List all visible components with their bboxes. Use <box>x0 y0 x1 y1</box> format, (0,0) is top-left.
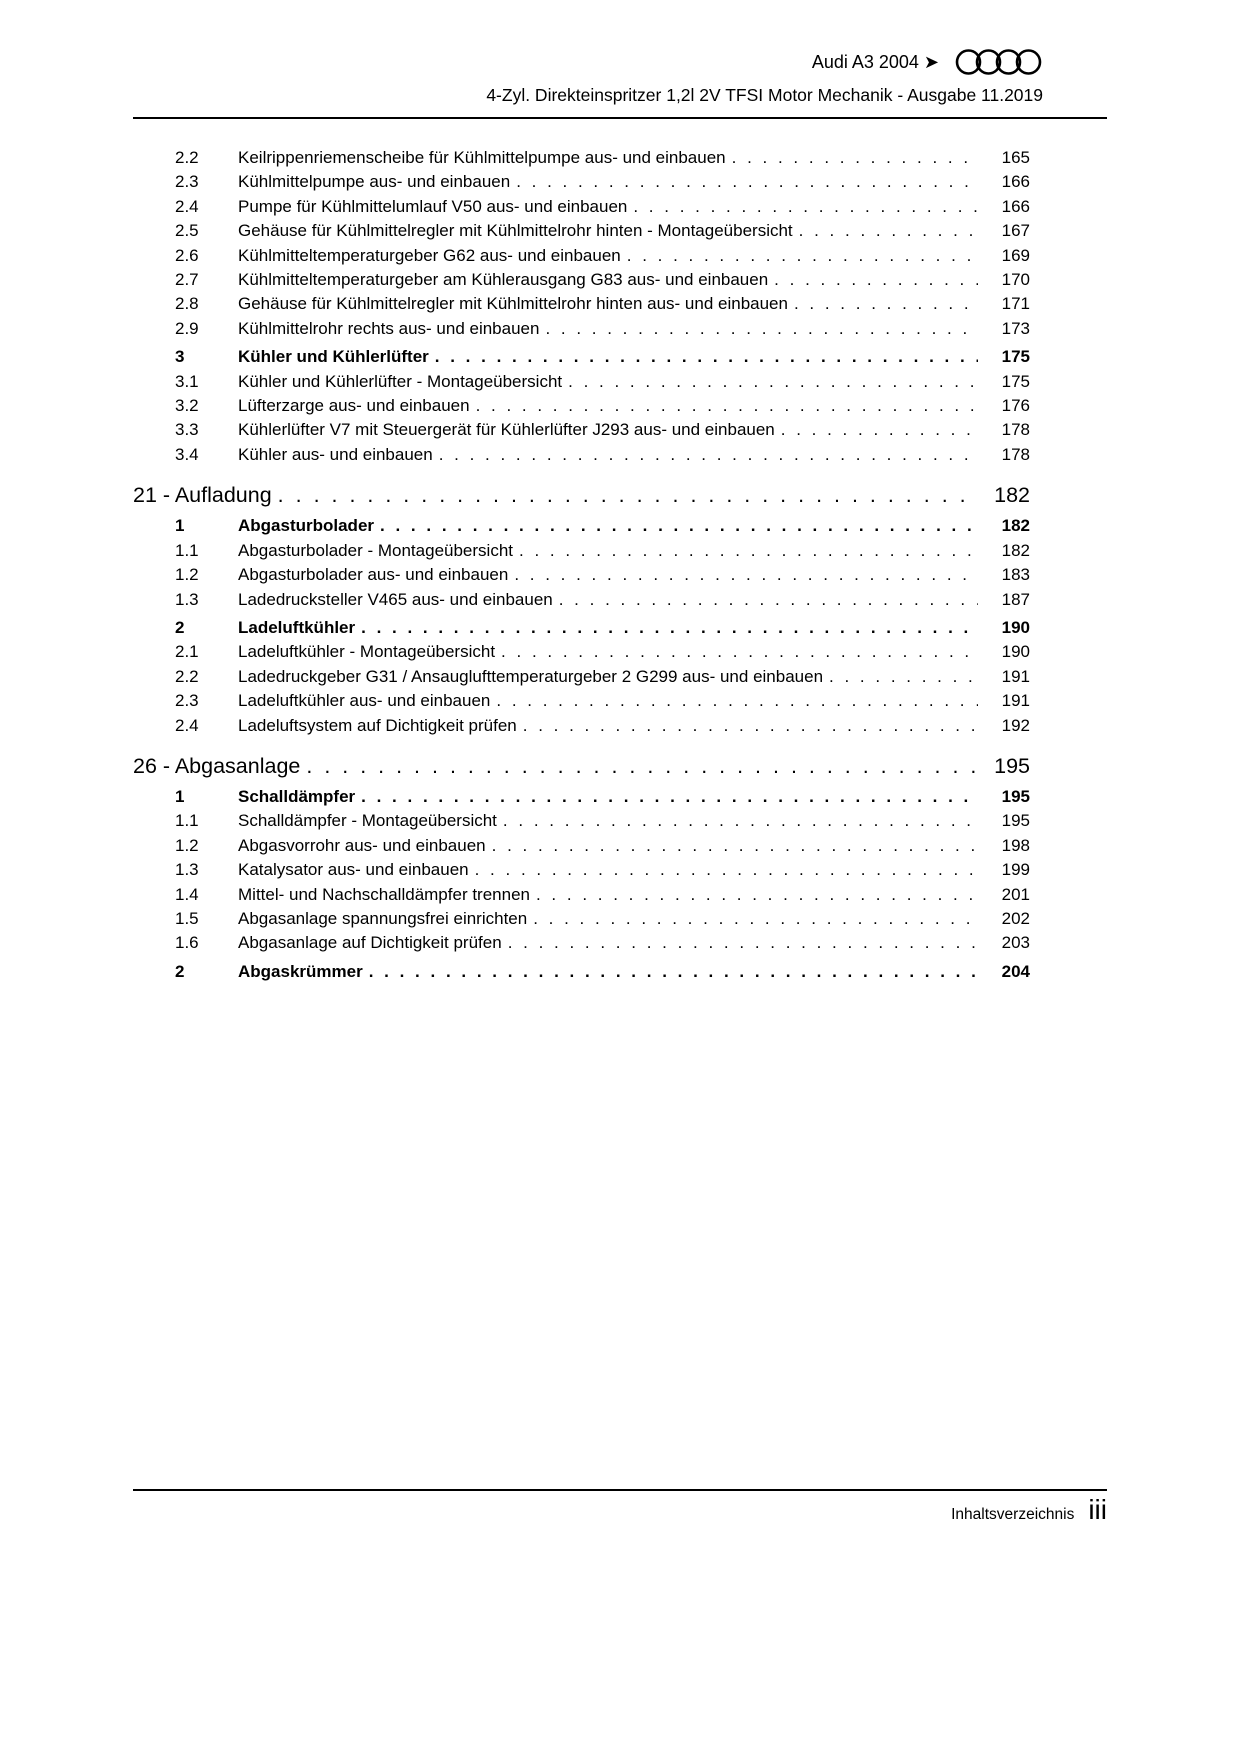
toc-leader-dots <box>568 370 978 394</box>
toc-entry-number: 2.3 <box>175 172 199 192</box>
toc-entry-number: 2.3 <box>175 691 199 711</box>
toc-entry-page: 182 <box>994 483 1030 508</box>
toc-entry-page: 183 <box>1001 565 1030 585</box>
toc-entry-number: 2.9 <box>175 318 199 338</box>
toc-entry-title: Ladeluftsystem auf Dichtigkeit prüfen <box>238 715 517 735</box>
toc-entry-title: Mittel- und Nachschalldämpfer trennen <box>238 884 530 904</box>
toc-leader-dots <box>514 563 978 587</box>
toc-leader-dots <box>523 714 978 738</box>
toc-entry-number: 3 <box>175 347 185 367</box>
toc-entry-number: 2 <box>175 961 185 981</box>
toc-row <box>133 883 1107 907</box>
toc-entry-number: 2.2 <box>175 666 199 686</box>
toc-leader-dots <box>361 785 978 809</box>
toc-row <box>133 170 1107 194</box>
toc-leader-dots <box>794 292 978 316</box>
header-subtitle: 4-Zyl. Direkteinspritzer 1,2l 2V TFSI Motor Mechanik - Ausgabe 11.2019 <box>486 85 1043 105</box>
toc-row <box>133 539 1107 563</box>
toc-entry-number: 1.2 <box>175 565 199 585</box>
toc-entry-number: 1.2 <box>175 835 199 855</box>
toc-row <box>133 418 1107 442</box>
toc-entry-title: Lüfterzarge aus- und einbauen <box>238 396 470 416</box>
toc-row <box>133 394 1107 418</box>
toc-leader-dots <box>829 665 978 689</box>
toc-row <box>133 785 1107 809</box>
toc-leader-dots <box>435 345 978 369</box>
toc-entry-page: 187 <box>1001 589 1030 609</box>
toc-row <box>133 345 1107 369</box>
toc-leader-dots <box>278 480 978 510</box>
toc-entry-page: 173 <box>1001 318 1030 338</box>
toc-row <box>133 195 1107 219</box>
toc-leader-dots <box>503 809 978 833</box>
toc-row <box>133 665 1107 689</box>
toc-entry-page: 195 <box>994 753 1030 778</box>
toc-entry-title: Ladeluftkühler <box>238 617 356 637</box>
toc-entry-number: 3.3 <box>175 420 199 440</box>
toc-row <box>133 219 1107 243</box>
toc-entry-number: 3.4 <box>175 444 199 464</box>
toc-entry-number: 2.2 <box>175 148 199 167</box>
toc-entry-page: 198 <box>1001 835 1030 855</box>
toc-row <box>133 640 1107 664</box>
toc-leader-dots <box>476 394 978 418</box>
toc-entry-page: 195 <box>1001 811 1030 831</box>
toc-entry-number: 3.1 <box>175 371 199 391</box>
toc-entry-title: 21 - Aufladung <box>133 483 272 508</box>
toc-entry-title: Abgasturbolader aus- und einbauen <box>238 565 509 585</box>
toc-entry-title: Kühlmitteltemperaturgeber G62 aus- und einbauen <box>238 245 621 265</box>
toc-entry-page: 204 <box>1001 961 1030 981</box>
toc-entry-title: Gehäuse für Kühlmittelregler mit Kühlmittelrohr hinten - Montageübersicht <box>238 221 793 241</box>
toc-row <box>133 858 1107 882</box>
toc-entry-title: Gehäuse für Kühlmittelregler mit Kühlmittelrohr hinten aus- und einbauen <box>238 294 788 314</box>
toc-leader-dots <box>306 751 978 781</box>
audi-rings-icon <box>955 46 1043 78</box>
toc-entry-number: 1.3 <box>175 860 199 880</box>
toc-entry-number: 2.4 <box>175 196 199 216</box>
toc-row <box>133 931 1107 955</box>
footer-label: Inhaltsverzeichnis <box>951 1506 1075 1523</box>
toc-leader-dots <box>369 960 978 984</box>
toc-entry-title: Schalldämpfer - Montageübersicht <box>238 811 497 831</box>
toc-entry-number: 1.4 <box>175 884 199 904</box>
toc-leader-dots <box>536 883 978 907</box>
toc-leader-dots <box>492 834 978 858</box>
toc-entry-title: Ladedrucksteller V465 aus- und einbauen <box>238 589 553 609</box>
toc-row <box>133 809 1107 833</box>
toc-entry-page: 201 <box>1001 884 1030 904</box>
toc-row <box>133 907 1107 931</box>
toc-row <box>133 616 1107 640</box>
toc-entry-page: 169 <box>1001 245 1030 265</box>
toc-leader-dots <box>361 616 978 640</box>
toc-row <box>133 514 1107 538</box>
toc-row <box>133 588 1107 612</box>
toc-entry-page: 192 <box>1001 715 1030 735</box>
toc-entry-page: 165 <box>1001 148 1030 167</box>
toc-row <box>133 960 1107 984</box>
toc-entry-number: 1.5 <box>175 908 199 928</box>
toc-entry-page: 191 <box>1001 691 1030 711</box>
toc-row <box>133 317 1107 341</box>
toc-entry-number: 1.1 <box>175 540 199 560</box>
toc-entry-title: Kühlerlüfter V7 mit Steuergerät für Kühlerlüfter J293 aus- und einbauen <box>238 420 775 440</box>
toc-leader-dots <box>533 907 978 931</box>
toc-leader-dots <box>799 219 978 243</box>
header-model-text: Audi A3 2004 ➤ <box>811 51 939 72</box>
toc-entry-number: 2.6 <box>175 245 199 265</box>
toc-row <box>133 714 1107 738</box>
toc-entry-title: Abgasanlage spannungsfrei einrichten <box>238 908 528 928</box>
toc-entry-number: 2 <box>175 617 185 637</box>
toc-leader-dots <box>774 268 978 292</box>
toc-row <box>133 751 1107 781</box>
toc-row <box>133 563 1107 587</box>
toc-leader-dots <box>781 418 978 442</box>
toc-leader-dots <box>475 858 978 882</box>
toc-entry-page: 175 <box>1001 347 1030 367</box>
toc-entry-number: 1.1 <box>175 811 199 831</box>
footer-content <box>133 1491 1107 1524</box>
toc-leader-dots <box>559 588 978 612</box>
toc-row <box>133 370 1107 394</box>
toc-entry-title: Kühler und Kühlerlüfter - Montageübersicht <box>238 371 563 391</box>
toc-row <box>133 292 1107 316</box>
toc-leader-dots <box>439 443 978 467</box>
toc-entry-page: 190 <box>1001 642 1030 662</box>
toc-row <box>133 689 1107 713</box>
toc-row <box>133 443 1107 467</box>
toc-row <box>133 480 1107 510</box>
toc-entry-page: 166 <box>1001 172 1030 192</box>
toc-leader-dots <box>501 640 978 664</box>
toc-entry-title: Katalysator aus- und einbauen <box>238 860 469 880</box>
toc-entry-title: Keilrippenriemenscheibe für Kühlmittelpumpe aus- und einbauen <box>238 148 726 167</box>
header-rule <box>133 117 1107 119</box>
toc-entry-page: 167 <box>1001 221 1030 241</box>
toc-entry-title: Ladeluftkühler - Montageübersicht <box>238 642 496 662</box>
toc-entry-title: Abgasturbolader - Montageübersicht <box>238 540 513 560</box>
toc-leader-dots <box>519 539 978 563</box>
toc-leader-dots <box>627 244 978 268</box>
toc-entry-number: 2.4 <box>175 715 199 735</box>
toc-entry-number: 1.3 <box>175 589 199 609</box>
toc-entry-page: 175 <box>1001 371 1030 391</box>
toc-row <box>133 244 1107 268</box>
toc-entry-number: 2.1 <box>175 642 199 662</box>
toc-entry-number: 2.5 <box>175 221 199 241</box>
toc-entry-title: Kühlmittelpumpe aus- und einbauen <box>238 172 511 192</box>
toc-entry-number: 2.7 <box>175 270 199 290</box>
toc-entry-title: Abgasanlage auf Dichtigkeit prüfen <box>238 933 502 953</box>
toc-entry-page: 190 <box>1001 617 1030 637</box>
toc-entry-title: Kühler und Kühlerlüfter <box>238 347 429 367</box>
toc-entry-number: 2.8 <box>175 294 199 314</box>
header-model-line <box>133 46 1107 78</box>
toc-entry-page: 199 <box>1001 860 1030 880</box>
toc-entry-page: 202 <box>1001 908 1030 928</box>
toc-entry-title: Abgasturbolader <box>238 516 375 536</box>
toc-entry-title: Kühlmittelrohr rechts aus- und einbauen <box>238 318 540 338</box>
page-footer <box>133 1489 1107 1524</box>
toc-entry-title: Ladeluftkühler aus- und einbauen <box>238 691 491 711</box>
toc-entry-page: 191 <box>1001 666 1030 686</box>
toc-row <box>133 834 1107 858</box>
toc-entry-page: 195 <box>1001 786 1030 806</box>
toc-entry-number: 3.2 <box>175 396 199 416</box>
toc-entry-page: 166 <box>1001 196 1030 216</box>
toc-entry-title: Kühlmitteltemperaturgeber am Kühlerausgang G83 aus- und einbauen <box>238 270 769 290</box>
toc-entry-title: Ladedruckgeber G31 / Ansauglufttemperaturgeber 2 G299 aus- und einbauen <box>238 666 824 686</box>
toc-leader-dots <box>545 317 978 341</box>
toc-entry-page: 178 <box>1001 444 1030 464</box>
toc-entry-number: 1 <box>175 516 185 536</box>
toc-entry-page: 176 <box>1001 396 1030 416</box>
toc-entry-title: Pumpe für Kühlmittelumlauf V50 aus- und einbauen <box>238 196 628 216</box>
toc-entry-title: Kühler aus- und einbauen <box>238 444 433 464</box>
toc-leader-dots <box>732 146 978 170</box>
toc-leader-dots <box>508 931 978 955</box>
toc-entry-title: Abgaskrümmer <box>238 961 363 981</box>
page-header <box>133 46 1107 119</box>
toc-leader-dots <box>516 170 978 194</box>
toc-list <box>133 146 1107 984</box>
toc-entry-title: 26 - Abgasanlage <box>133 753 301 778</box>
toc-leader-dots <box>496 689 978 713</box>
toc-entry-page: 178 <box>1001 420 1030 440</box>
toc-entry-page: 171 <box>1001 294 1030 314</box>
toc-entry-number: 1 <box>175 786 185 806</box>
toc-row <box>133 146 1107 170</box>
toc-row <box>133 268 1107 292</box>
toc-leader-dots <box>633 195 978 219</box>
toc-entry-title: Abgasvorrohr aus- und einbauen <box>238 835 486 855</box>
toc-entry-page: 203 <box>1001 933 1030 953</box>
toc-entry-number: 1.6 <box>175 933 199 953</box>
footer-page-number: iii <box>1088 1494 1107 1525</box>
toc-entry-page: 182 <box>1001 540 1030 560</box>
toc-leader-dots <box>380 514 978 538</box>
toc-entry-title: Schalldämpfer <box>238 786 356 806</box>
toc-entry-page: 170 <box>1001 270 1030 290</box>
toc-entry-page: 182 <box>1001 516 1030 536</box>
